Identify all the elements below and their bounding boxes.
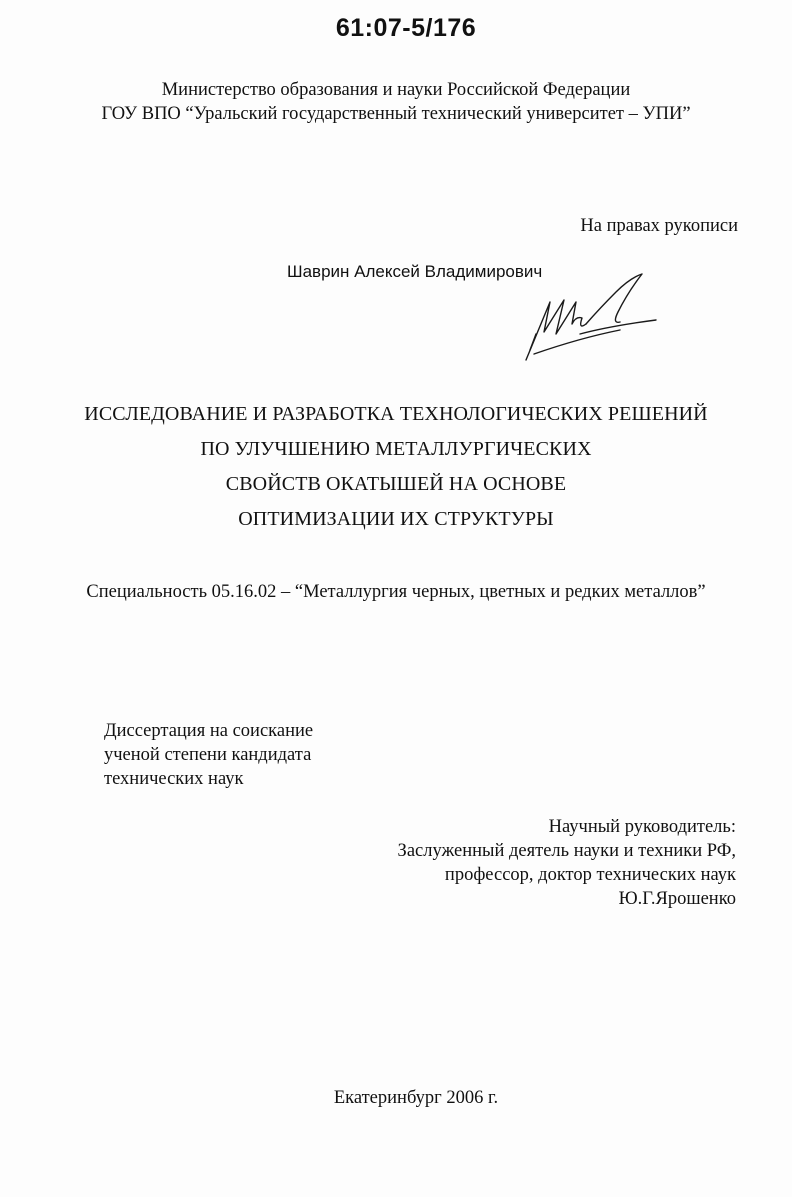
- dissertation-title: [0, 397, 792, 537]
- title-line-3: СВОЙСТВ ОКАТЫШЕЙ НА ОСНОВЕ: [225, 473, 567, 495]
- dissertation-degree: [104, 719, 313, 791]
- handwritten-signature: [520, 272, 660, 362]
- ministry-name: Министерство образования и науки Российской Федерации: [161, 80, 631, 100]
- supervisor-line-3: профессор, доктор технических наук: [444, 865, 736, 885]
- degree-line-3: технических наук: [104, 769, 244, 789]
- title-line-4: ОПТИМИЗАЦИИ ИХ СТРУКТУРЫ: [238, 508, 554, 530]
- author-name: Шаврин Алексей Владимирович: [287, 262, 543, 281]
- archive-code: 61:07-5/176: [335, 14, 477, 42]
- supervisor-line-2: Заслуженный деятель науки и техники РФ,: [397, 841, 736, 861]
- scientific-supervisor: [398, 815, 736, 911]
- manuscript-note: На правах рукописи: [580, 216, 738, 236]
- degree-line-2: ученой степени кандидата: [104, 745, 312, 765]
- city-year: Екатеринбург 2006 г.: [333, 1088, 499, 1108]
- title-line-1: ИССЛЕДОВАНИЕ И РАЗРАБОТКА ТЕХНОЛОГИЧЕСКИХ РЕШЕНИЙ: [84, 403, 708, 425]
- title-line-2: ПО УЛУЧШЕНИЮ МЕТАЛЛУРГИЧЕСКИХ: [200, 438, 592, 460]
- supervisor-line-4: Ю.Г.Ярошенко: [618, 889, 736, 909]
- university-name: ГОУ ВПО “Уральский государственный технический университет – УПИ”: [101, 104, 691, 124]
- degree-line-1: Диссертация на соискание: [104, 721, 314, 741]
- supervisor-line-1: Научный руководитель:: [548, 817, 736, 837]
- specialty: Специальность 05.16.02 – “Металлургия черных, цветных и редких металлов”: [86, 582, 706, 602]
